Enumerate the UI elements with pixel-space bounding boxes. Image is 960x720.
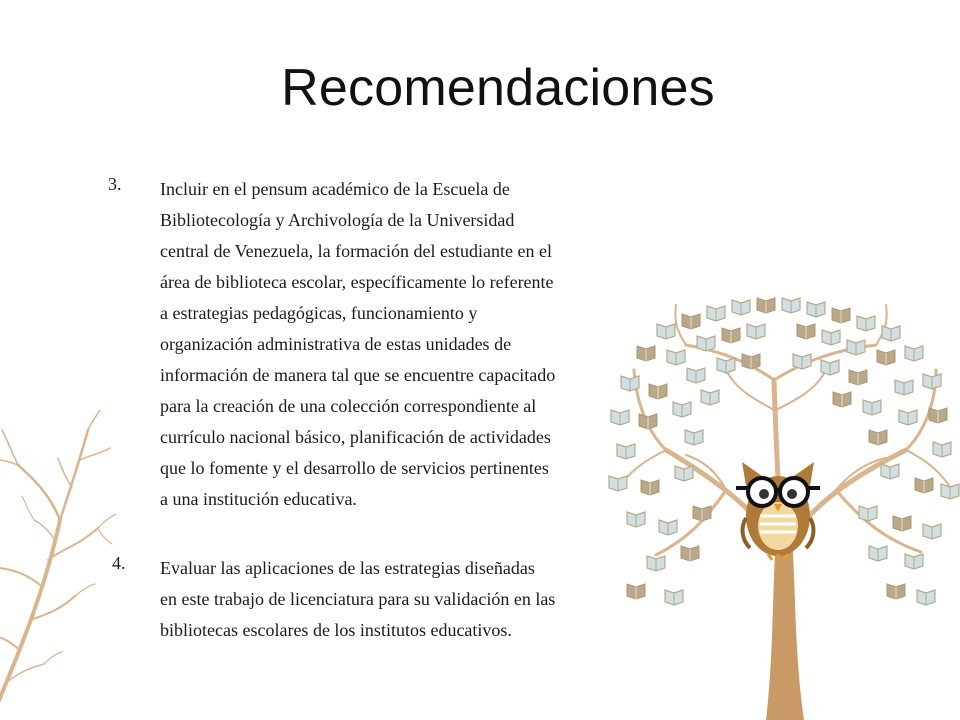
item-number: 4.	[112, 553, 126, 573]
text-line: que lo fomente y el desarrollo de servicios pertinentes	[160, 458, 549, 478]
item-text	[160, 174, 555, 515]
text-line: a una institución educativa.	[160, 489, 357, 509]
item-number: 3.	[108, 174, 122, 194]
text-line: información de manera tal que se encuentre capacitado	[160, 365, 556, 385]
text-line: para la creación de una colección correspondiente al	[160, 396, 537, 416]
text-line: en este trabajo de licenciatura para su validación en las	[160, 589, 556, 609]
text-line: Incluir en el pensum académico de la Escuela de	[160, 179, 510, 199]
bare-branches-illustration	[0, 410, 120, 720]
text-line: central de Venezuela, la formación del estudiante en el	[160, 241, 552, 261]
text-line: bibliotecas escolares de los institutos educativos.	[160, 620, 512, 640]
text-line: Bibliotecología y Archivología de la Universidad	[160, 210, 515, 230]
text-line: área de biblioteca escolar, específicamente lo referente	[160, 272, 554, 292]
text-line: currículo nacional básico, planificación de actividades	[160, 427, 551, 447]
owl-with-glasses-illustration	[728, 456, 828, 562]
item-text	[160, 553, 555, 646]
text-line: Evaluar las aplicaciones de las estrategias diseñadas	[160, 558, 535, 578]
text-line: organización administrativa de estas unidades de	[160, 334, 512, 354]
text-line: a estrategias pedagógicas, funcionamiento y	[160, 303, 478, 323]
slide-title: Recomendaciones	[281, 59, 715, 117]
